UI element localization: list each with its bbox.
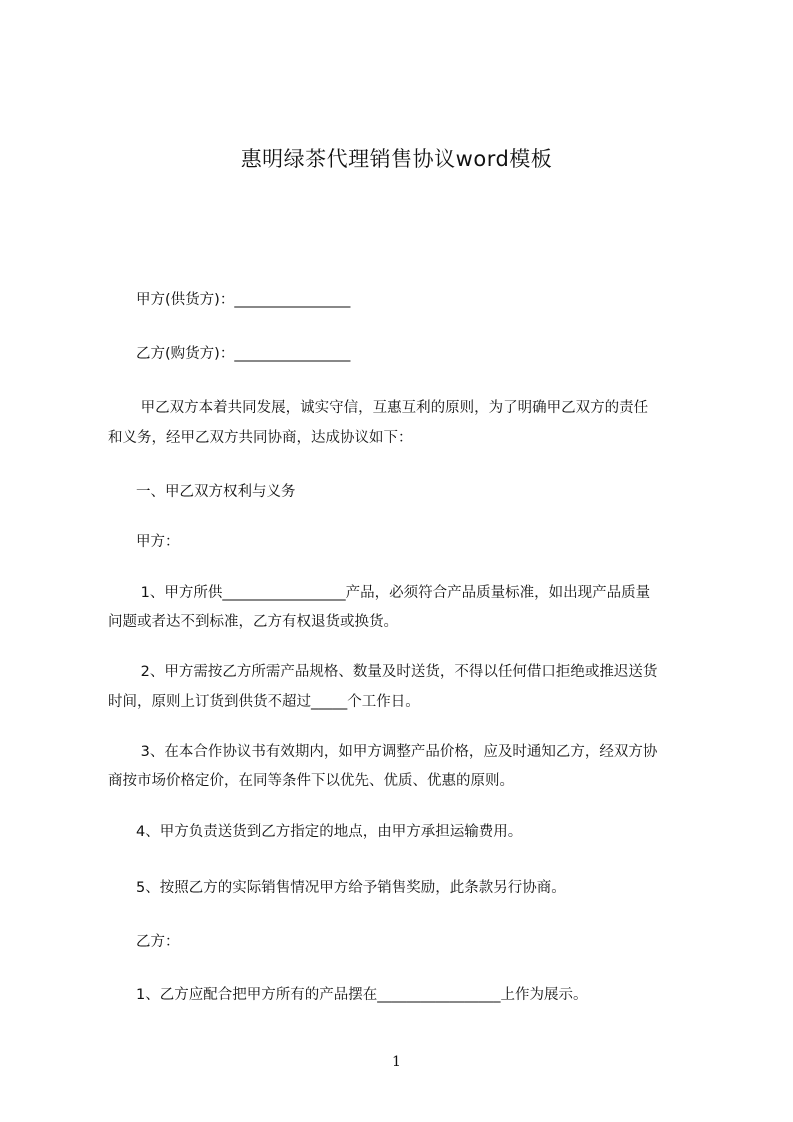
party-a-item-2-line-2: 时间，原则上订货到供货不超过_____个工作日。 — [108, 694, 420, 710]
party-a-item-3-line-2: 商按市场价格定价，在同等条件下以优先、优质、优惠的原则。 — [108, 773, 514, 789]
party-a-item-3-line-1: 3、在本合作协议书有效期内，如甲方调整产品价格，应及时通知乙方，经双方协 — [136, 744, 658, 760]
document-title: 惠明绿茶代理销售协议word模板 — [240, 147, 553, 171]
party-a-label: 甲方： — [136, 534, 180, 550]
preamble-line-2: 和义务，经甲乙双方共同协商，达成协议如下： — [108, 430, 413, 446]
party-a-item-2-line-1: 2、甲方需按乙方所需产品规格、数量及时送货，不得以任何借口拒绝或推迟送货 — [136, 664, 658, 680]
party-b-item-1: 1、乙方应配合把甲方所有的产品摆在_________________上作为展示。 — [136, 987, 588, 1003]
party-a-line: 甲方(供货方)：________________ — [136, 292, 351, 308]
party-b-line: 乙方(购货方)：________________ — [136, 346, 351, 362]
party-a-item-1-line-2: 问题或者达不到标准，乙方有权退货或换货。 — [108, 614, 398, 630]
party-a-item-4: 4、甲方负责送货到乙方指定的地点，由甲方承担运输费用。 — [136, 824, 523, 840]
page-number: 1 — [392, 1054, 401, 1070]
preamble-line-1: 甲乙双方本着共同发展，诚实守信，互惠互利的原则，为了明确甲乙双方的责任 — [136, 400, 649, 416]
party-a-item-1-line-1: 1、甲方所供_________________产品，必须符合产品质量标准，如出现产品质量 — [136, 585, 651, 601]
party-a-item-5: 5、按照乙方的实际销售情况甲方给予销售奖励，此条款另行协商。 — [136, 880, 566, 896]
section-1-heading: 一、甲乙双方权利与义务 — [136, 484, 296, 500]
party-b-label: 乙方： — [136, 934, 180, 950]
